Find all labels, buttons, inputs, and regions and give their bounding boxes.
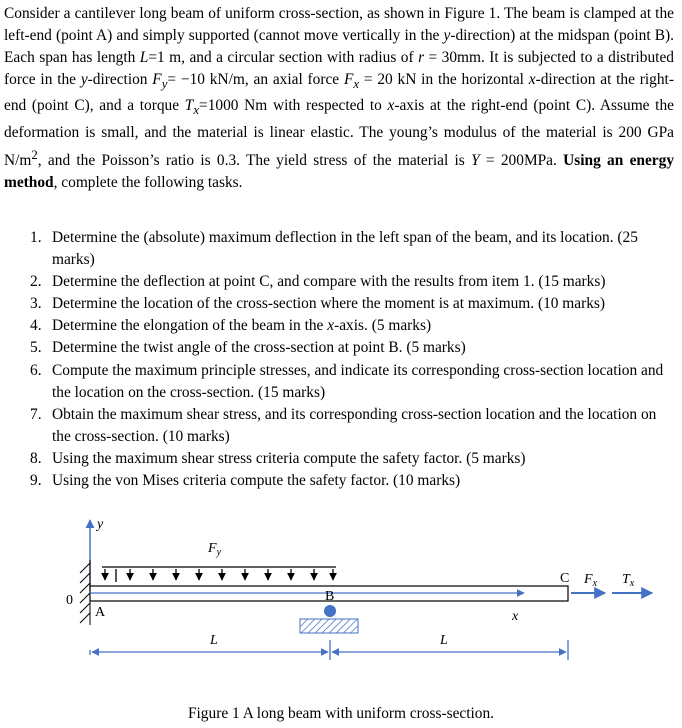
torque-label: $T_x$ [622, 572, 635, 589]
distributed-load-arrows [102, 567, 336, 582]
task-item: 8. Using the maximum shear stress criteria compute the safety factor. (5 marks) [30, 449, 526, 467]
beam-figure [0, 505, 682, 705]
origin-label: 0 [66, 593, 73, 608]
task-list [30, 227, 670, 492]
fixed-wall [80, 560, 90, 625]
energy-method-emphasis: Using an energy method [4, 151, 675, 191]
task-item: 1. Determine the (absolute) maximum deflection in the left span of the beam, and its location. (25 marks) [30, 229, 638, 269]
task-item: 2. Determine the deflection at point C, and compare with the results from item 1. (15 marks) [30, 273, 606, 291]
distributed-load-label: $F_y$ [208, 541, 222, 558]
task-item: 4. Determine the elongation of the beam in the x-axis. (5 marks) [30, 317, 432, 335]
axial-force-label: $F_x$ [584, 572, 598, 589]
problem-statement: Consider a cantilever long beam of uniform cross-section, as shown in Figure 1. The beam is clamped at the left-end (point A) and simply supported (cannot move vertically in the y-direction) at the midspan (point B). Each span has length L=1 m, and a circular section with radius of r = 30mm. It is subjected to a distributed force in the y-direction $F_y= -10$ kN/m, an axial force $F_x = 20$ kN in the horizontal x-direction at the right-end (point C), and a torque $T_x=1000$ Nm with respected to x-axis at the right-end (point C). Assume the deformation is small, and the material is linear elastic. The young’s modulus of the material is 200 GPa $N/m^2$, and the Poisson’s ratio is 0.3. The yield stress of the material is Y = 200MPa. Using an energy method, complete the following tasks. [4, 5, 675, 191]
point-a-label: A [95, 605, 106, 620]
figure-caption: Figure 1 A long beam with uniform cross-section. [187, 705, 495, 722]
task-item: 3. Determine the location of the cross-section where the moment is at maximum. (10 marks) [30, 295, 606, 313]
span-label-left: L [210, 633, 218, 648]
dimension-lines [90, 640, 568, 660]
task-item: 6. Compute the maximum principle stresses, and indicate its corresponding cross-section location and the location on the cross-section. (15 marks) [30, 361, 664, 401]
roller-support [324, 605, 336, 617]
support-ground [300, 619, 358, 633]
span-label-right: L [440, 633, 448, 648]
task-item: 5. Determine the twist angle of the cross-section at point B. (5 marks) [30, 339, 466, 357]
x-axis-label: x [512, 609, 519, 624]
y-axis-label: y [97, 517, 104, 532]
point-c-label: C [560, 571, 570, 586]
task-item: 9. Using the von Mises criteria compute the safety factor. (10 marks) [30, 472, 461, 490]
point-b-label: B [325, 589, 335, 604]
task-item: 7. Obtain the maximum shear stress, and its corresponding cross-section location and the location on the cross-section. (10 marks) [30, 405, 657, 445]
